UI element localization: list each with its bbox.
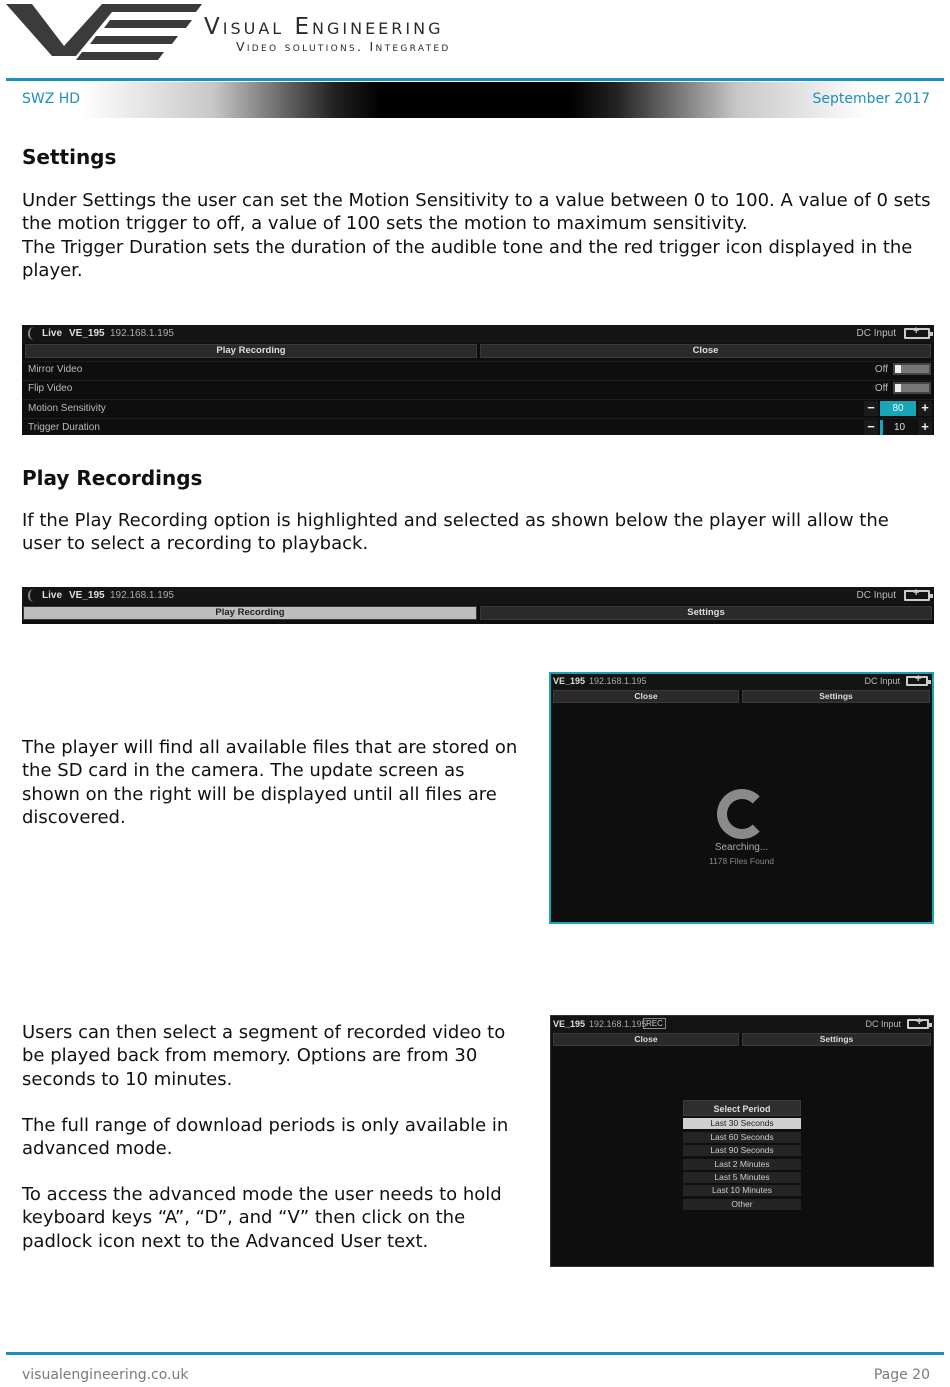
play-recording-panel xyxy=(22,587,934,624)
select-period-panel xyxy=(550,1015,934,1267)
increase-button[interactable]: + xyxy=(918,420,932,435)
live-label: Live xyxy=(42,328,63,339)
settings-body: Under Settings the user can set the Motion Sensitivity to a value between 0 to 100. A value of 0 sets the motion trigger to off, a value of 100 sets the motion to maximum sensitivity. The Trigger Duration sets the duration of the audible tone and the red trigger icon displayed in the player. xyxy=(22,190,931,281)
play-recording-button[interactable]: Play Recording xyxy=(25,344,477,358)
settings-button[interactable]: Settings xyxy=(742,690,930,703)
flip-video-value: Off xyxy=(874,383,888,394)
power-source: DC Input xyxy=(864,676,900,686)
live-label: Live xyxy=(42,590,63,601)
power-source: DC Input xyxy=(856,328,896,339)
camera-name: VE_195 xyxy=(553,676,586,686)
battery-icon xyxy=(906,676,928,686)
footer-rule xyxy=(6,1352,944,1355)
mirror-video-label: Mirror Video xyxy=(28,364,83,375)
period-option[interactable]: Last 60 Seconds xyxy=(683,1132,801,1143)
decrease-button[interactable]: − xyxy=(864,420,878,435)
period-option[interactable]: Last 5 Minutes xyxy=(683,1172,801,1183)
camera-name: VE_195 xyxy=(553,1019,586,1029)
power-source: DC Input xyxy=(856,590,896,601)
loading-icon xyxy=(28,589,36,602)
trigger-duration-value[interactable]: 10 xyxy=(880,420,916,435)
page-number: Page 20 xyxy=(873,1367,930,1383)
camera-name: VE_195 xyxy=(69,590,105,601)
battery-icon xyxy=(904,590,930,601)
header-product: SWZ HD xyxy=(22,91,81,107)
ve-logo-icon xyxy=(6,2,202,62)
increase-button[interactable]: + xyxy=(918,401,932,416)
segment-para-2: The full range of download periods is only available in advanced mode. xyxy=(22,1115,509,1160)
segment-para-1: Users can then select a segment of recorded video to be played back from memory. Options are from 30 seconds to 10 minutes. xyxy=(22,1022,506,1090)
play-recordings-body: If the Play Recording option is highlighted and selected as shown below the player will allow the user to select a recording to playback. xyxy=(22,510,889,555)
camera-name: VE_195 xyxy=(69,328,105,339)
panel-titlebar xyxy=(22,587,934,605)
mirror-video-toggle[interactable] xyxy=(893,363,931,375)
brand-tagline: Video solutions. Integrated xyxy=(236,39,451,54)
mirror-video-value: Off xyxy=(874,364,888,375)
header-date: September 2017 xyxy=(812,91,930,107)
brand-name: Visual Engineering xyxy=(204,14,444,40)
flip-video-toggle[interactable] xyxy=(893,382,931,394)
camera-ip: 192.168.1.195 xyxy=(589,1019,647,1029)
play-recordings-heading: Play Recordings xyxy=(22,466,203,490)
files-found-count: 1178 Files Found xyxy=(708,856,775,866)
segment-para-3: To access the advanced mode the user needs to hold keyboard keys “A”, “D”, and “V” then click on the padlock icon next to the Advanced User text. xyxy=(22,1184,502,1252)
panel-titlebar xyxy=(22,325,934,343)
battery-icon xyxy=(907,1019,929,1029)
period-option[interactable]: Other xyxy=(683,1199,801,1210)
trigger-duration-label: Trigger Duration xyxy=(28,422,100,433)
header-band xyxy=(6,82,944,118)
panel-titlebar xyxy=(551,1016,933,1033)
close-button[interactable]: Close xyxy=(553,1033,739,1046)
loading-icon xyxy=(28,327,36,340)
close-button[interactable]: Close xyxy=(480,344,931,358)
play-recording-button[interactable]: Play Recording xyxy=(23,606,477,620)
decrease-button[interactable]: − xyxy=(864,401,878,416)
rec-badge: REC xyxy=(643,1018,666,1029)
period-option[interactable]: Last 2 Minutes xyxy=(683,1159,801,1170)
camera-ip: 192.168.1.195 xyxy=(589,676,647,686)
settings-button[interactable]: Settings xyxy=(480,606,932,620)
camera-ip: 192.168.1.195 xyxy=(110,328,174,339)
search-description: The player will find all available files that are stored on the SD card in the camera. The update screen as shown on the right will be displayed until all files are discovered. xyxy=(22,737,518,828)
settings-panel xyxy=(22,325,934,435)
brand-block xyxy=(204,14,451,53)
flip-video-label: Flip Video xyxy=(28,383,73,394)
select-period-menu xyxy=(683,1100,801,1210)
trigger-duration-stepper xyxy=(864,420,932,435)
footer-website[interactable]: visualengineering.co.uk xyxy=(22,1367,189,1383)
motion-sensitivity-stepper xyxy=(864,401,932,416)
power-source: DC Input xyxy=(865,1019,901,1029)
searching-panel xyxy=(549,672,934,924)
settings-heading: Settings xyxy=(22,145,117,169)
settings-button[interactable]: Settings xyxy=(742,1033,931,1046)
period-option[interactable]: Last 90 Seconds xyxy=(683,1145,801,1156)
panel-titlebar xyxy=(551,674,932,690)
searching-spinner-icon xyxy=(717,789,767,839)
period-option[interactable]: Last 30 Seconds xyxy=(683,1118,801,1129)
close-button[interactable]: Close xyxy=(553,690,739,703)
period-option[interactable]: Last 10 Minutes xyxy=(683,1185,801,1196)
searching-status: Searching... xyxy=(714,842,769,853)
motion-sensitivity-label: Motion Sensitivity xyxy=(28,403,106,414)
camera-ip: 192.168.1.195 xyxy=(110,590,174,601)
header-rule xyxy=(6,78,944,81)
select-period-title: Select Period xyxy=(683,1100,801,1116)
motion-sensitivity-value[interactable]: 80 xyxy=(880,401,916,416)
battery-icon xyxy=(904,328,930,339)
